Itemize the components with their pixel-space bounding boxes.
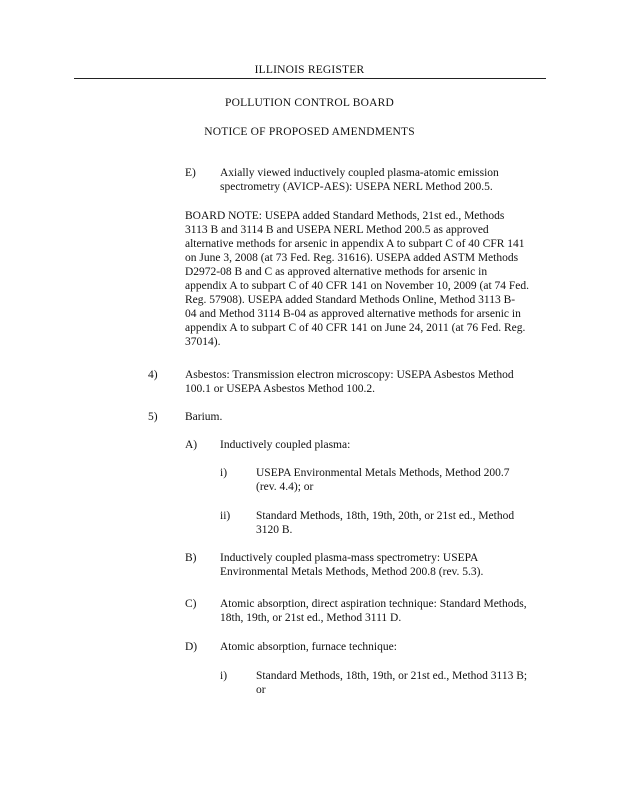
board-title: POLLUTION CONTROL BOARD	[224, 97, 394, 109]
item-5d-i-label: i)	[220, 670, 228, 682]
text-line: Asbestos: Transmission electron microscopy: USEPA Asbestos Method	[185, 369, 514, 381]
text-line: Axially viewed inductively coupled plasma-atomic emission	[220, 167, 499, 179]
item-4-text	[185, 368, 514, 396]
item-5a-ii-text	[256, 509, 514, 537]
item-5b-text	[220, 551, 483, 579]
text-line: (rev. 4.4); or	[256, 481, 314, 493]
notice-title: NOTICE OF PROPOSED AMENDMENTS	[204, 126, 415, 138]
text-line: Inductively coupled plasma-mass spectrometry: USEPA	[220, 552, 479, 564]
item-5d-i-text	[256, 669, 527, 697]
text-line: appendix A to subpart C of 40 CFR 141 on June 24, 2011 (at 76 Fed. Reg.	[185, 322, 526, 334]
text-line: D2972-08 B and C as approved alternative methods for arsenic in	[185, 266, 488, 278]
register-title: ILLINOIS REGISTER	[254, 64, 365, 76]
text-line: 04 and Method 3114 B-04 as approved alternative methods for arsenic in	[185, 308, 521, 320]
item-e-label: E)	[185, 167, 196, 179]
item-5-text: Barium.	[185, 411, 223, 423]
item-5c-text	[220, 597, 527, 625]
item-5a-text: Inductively coupled plasma:	[220, 439, 351, 451]
header-rule	[74, 78, 546, 79]
item-5a-i-text	[256, 466, 510, 494]
item-5c-label: C)	[185, 598, 197, 610]
board-note	[185, 209, 529, 349]
item-5a-ii-label: ii)	[220, 510, 231, 522]
item-5d-text: Atomic absorption, furnace technique:	[220, 641, 397, 653]
item-5a-i-label: i)	[220, 467, 228, 479]
text-line: 3120 B.	[256, 524, 293, 536]
text-line: alternative methods for arsenic in appendix A to subpart C of 40 CFR 141	[185, 238, 525, 250]
item-5b-label: B)	[185, 552, 197, 564]
text-line: 3113 B and 3114 B and USEPA NERL Method 200.5 as approved	[185, 224, 489, 236]
text-line: 37014).	[185, 336, 221, 348]
text-line: on June 3, 2008 (at 73 Fed. Reg. 31616). USEPA added ASTM Methods	[185, 252, 519, 264]
item-5-label: 5)	[148, 411, 158, 423]
text-line: appendix A to subpart C of 40 CFR 141 on November 10, 2009 (at 74 Fed.	[185, 280, 530, 292]
text-line: or	[256, 684, 266, 696]
text-line: spectrometry (AVICP-AES): USEPA NERL Method 200.5.	[220, 181, 493, 193]
text-line: Reg. 57908). USEPA added Standard Methods Online, Method 3113 B-	[185, 294, 516, 306]
item-5a-label: A)	[185, 439, 198, 451]
item-5d-label: D)	[185, 641, 198, 653]
item-4-label: 4)	[148, 369, 158, 381]
text-line: Standard Methods, 18th, 19th, or 21st ed., Method 3113 B;	[256, 670, 528, 682]
text-line: BOARD NOTE: USEPA added Standard Methods, 21st ed., Methods	[185, 210, 505, 222]
text-line: USEPA Environmental Metals Methods, Method 200.7	[256, 467, 510, 479]
text-line: Environmental Metals Methods, Method 200.8 (rev. 5.3).	[220, 566, 484, 578]
text-line: Atomic absorption, direct aspiration technique: Standard Methods,	[220, 598, 527, 610]
text-line: 100.1 or USEPA Asbestos Method 100.2.	[185, 383, 375, 395]
text-line: 18th, 19th, or 21st ed., Method 3111 D.	[220, 612, 402, 624]
text-line: Standard Methods, 18th, 19th, 20th, or 21st ed., Method	[256, 510, 515, 522]
item-e-text	[220, 166, 499, 194]
